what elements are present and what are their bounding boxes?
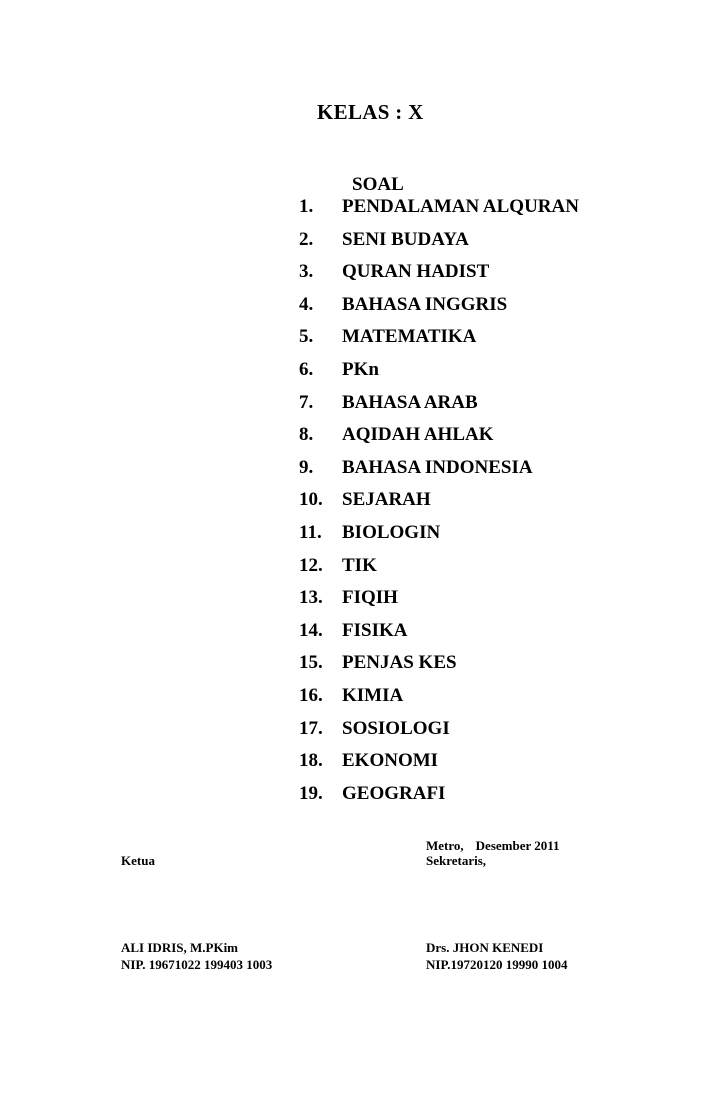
subject-number: 7.: [299, 391, 314, 413]
subject-number: 18.: [299, 750, 323, 772]
subject-name: BAHASA INGGRIS: [342, 293, 508, 315]
subject-name: AQIDAH AHLAK: [342, 424, 494, 446]
subject-number: 5.: [299, 326, 314, 348]
subject-number: 10.: [299, 489, 323, 511]
sekretaris-nip: NIP.19720120 19990 1004: [426, 957, 568, 972]
ketua-nip: NIP. 19671022 199403 1003: [121, 957, 273, 972]
subject-name: FIQIH: [342, 587, 398, 609]
subject-name: SOSIOLOGI: [342, 717, 450, 739]
subject-name: BAHASA ARAB: [342, 391, 478, 413]
subject-name: PENJAS KES: [342, 652, 457, 674]
subject-number: 19.: [299, 782, 323, 804]
subject-number: 1.: [299, 196, 314, 217]
subject-name: SEJARAH: [342, 489, 431, 511]
ketua-name: ALI IDRIS, M.PKim: [121, 940, 239, 955]
subject-number: 16.: [299, 684, 323, 706]
subject-number: 11.: [299, 521, 322, 543]
subject-name: SENI BUDAYA: [342, 228, 469, 250]
subject-number: 3.: [299, 261, 314, 283]
ketua-label: Ketua: [121, 853, 155, 868]
subject-name: BIOLOGIN: [342, 521, 441, 543]
date: Desember 2011: [475, 838, 560, 853]
subject-number: 14.: [299, 619, 323, 641]
subject-number: 13.: [299, 587, 323, 609]
subject-number: 2.: [299, 228, 314, 250]
soal-heading: SOAL: [352, 174, 404, 195]
subject-number: 15.: [299, 652, 323, 674]
subject-name: BAHASA INDONESIA: [342, 456, 533, 478]
subject-name: QURAN HADIST: [342, 261, 490, 283]
subject-number: 4.: [299, 293, 314, 315]
place-date: [426, 838, 560, 854]
sekretaris-label: Sekretaris,: [426, 853, 487, 868]
subject-name: MATEMATIKA: [342, 326, 477, 348]
sekretaris-name: Drs. JHON KENEDI: [426, 940, 544, 955]
subject-name: FISIKA: [342, 619, 408, 641]
subject-name: TIK: [342, 554, 377, 576]
subject-number: 12.: [299, 554, 323, 576]
subject-name: PENDALAMAN ALQURAN: [342, 196, 579, 217]
subject-name: KIMIA: [342, 684, 404, 706]
subject-name: GEOGRAFI: [342, 782, 446, 804]
subject-number: 17.: [299, 717, 323, 739]
subject-name: EKONOMI: [342, 750, 439, 772]
class-heading: KELAS : X: [317, 100, 424, 124]
place: Metro,: [426, 838, 464, 853]
subject-number: 8.: [299, 424, 314, 446]
subject-number: 6.: [299, 358, 314, 380]
subject-number: 9.: [299, 456, 314, 478]
subject-name: PKn: [342, 358, 379, 380]
